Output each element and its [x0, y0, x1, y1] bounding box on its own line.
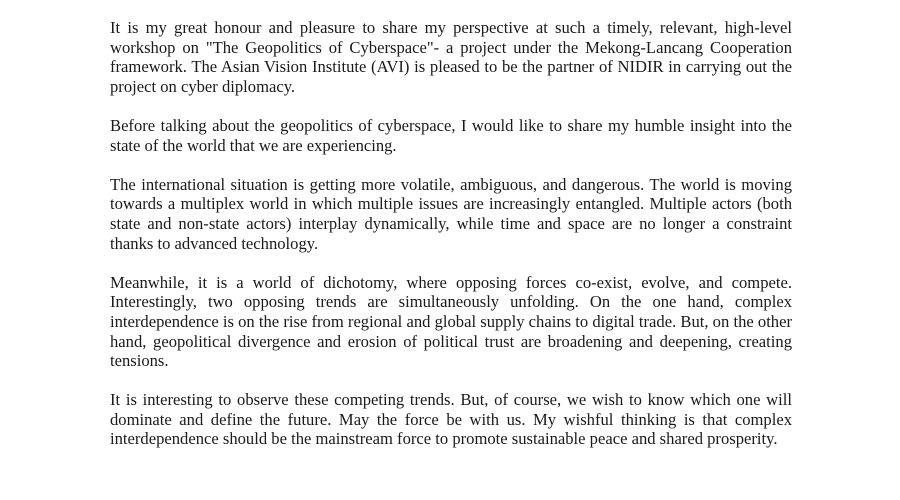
- paragraph-dichotomy: Meanwhile, it is a world of dichotomy, where opposing forces co-exist, evolve, and compete. Interestingly, two opposing trends are simultaneously unfolding. On the one hand, complex interdependence is on the rise from regional and global supply chains to digital trade. But, on the other hand, geopolitical divergence and erosion of political trust are broadening and deepening, creating tensions.: [110, 272, 792, 371]
- paragraph-competing-trends: It is interesting to observe these competing trends. But, of course, we wish to know which one will dominate and define the future. May the force be with us. My wishful thinking is that complex interdependence should be the mainstream force to promote sustainable peace and shared prosperity.: [110, 390, 792, 449]
- paragraph-opening: It is my great honour and pleasure to share my perspective at such a timely, relevant, high-level workshop on "The Geopolitics of Cyberspace"- a project under the Mekong-Lancang Cooperation framework. The Asian Vision Institute (AVI) is pleased to be the partner of NIDIR in carrying out the project on cyber diplomacy.: [110, 18, 792, 96]
- paragraph-international-situation: The international situation is getting more volatile, ambiguous, and dangerous. The world is moving towards a multiplex world in which multiple issues are increasingly entangled. Multiple actors (both state and non-state actors) interplay dynamically, while time and space are no longer a constraint thanks to advanced technology.: [110, 174, 792, 253]
- document-page: [110, 18, 792, 469]
- paragraph-insight: Before talking about the geopolitics of cyberspace, I would like to share my humble insight into the state of the world that we are experiencing.: [110, 115, 792, 155]
